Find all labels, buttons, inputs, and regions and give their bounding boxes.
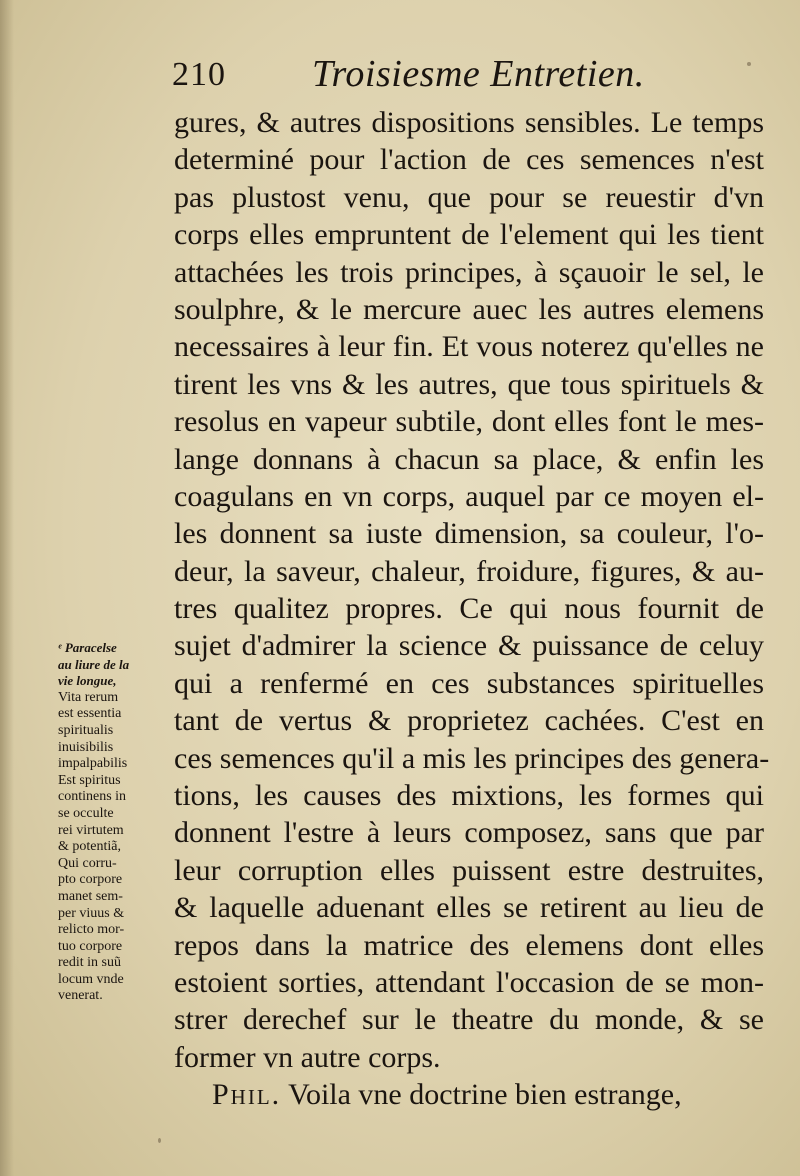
note-line: impalpabilis	[58, 756, 128, 772]
running-title: Troisiesme Entretien.	[312, 53, 645, 95]
text-line: soulphre, & le mercure auec les autres elemens	[174, 292, 764, 326]
text-line: leur corruption elles puissent estre destruites,	[174, 853, 764, 887]
note-line: Vita rerum	[58, 689, 119, 705]
text-line: tirent les vns & les autres, que tous spirituels &	[174, 367, 764, 401]
page-number: 210	[172, 56, 226, 93]
text-line: tant de vertus & proprietez cachées. C'est en	[174, 704, 764, 738]
main-text-block	[174, 104, 770, 1114]
note-line: relicto mor-	[58, 922, 125, 938]
note-line: continens in	[58, 789, 127, 805]
speaker-name: Phil.	[212, 1078, 282, 1112]
note-line: inuisibilis	[58, 739, 114, 755]
text-line: attachées les trois principes, à sçauoir le sel, le	[174, 255, 764, 289]
marginal-note	[58, 640, 176, 1005]
text-line: determiné pour l'action de ces semences n'est	[174, 143, 764, 177]
note-line: Est spiritus	[58, 772, 121, 788]
text-line: sujet d'admirer la science & puissance de celuy	[174, 629, 764, 663]
text-line: les donnent sa iuste dimension, sa couleur, l'o-	[174, 517, 764, 551]
note-line: per viuus &	[58, 905, 125, 921]
text-line: qui a renfermé en ces substances spirituelles	[174, 666, 764, 700]
note-line: manet sem-	[58, 888, 123, 904]
note-line: pto corpore	[58, 872, 123, 888]
note-line: redit in suũ	[58, 955, 121, 971]
text-line: & laquelle aduenant elles se retirent au lieu de	[174, 891, 764, 925]
text-line: former vn autre corps.	[174, 1040, 441, 1074]
text-line: corps elles empruntent de l'element qui les tient	[174, 218, 764, 252]
note-line: & potentiã,	[58, 839, 121, 855]
note-line: spiritualis	[58, 722, 114, 738]
note-line: locum vnde	[58, 971, 124, 987]
text-line: tions, les causes des mixtions, les formes qui	[174, 779, 764, 813]
text-line: ces semences qu'il a mis les principes des genera-	[174, 741, 770, 775]
note-line: se occulte	[58, 805, 114, 821]
note-attribution-line: ᵉ Paracelse	[58, 640, 117, 655]
note-line: est essentia	[58, 706, 122, 722]
note-attribution-line: au liure de la	[58, 656, 130, 672]
text-line: deur, la saveur, chaleur, froidure, figures, & au-	[174, 554, 764, 588]
text-line: strer derechef sur le theatre du monde, & se	[174, 1003, 764, 1037]
note-line: rei virtutem	[58, 822, 124, 838]
text-line: lange donnans à chacun sa place, & enfin les	[174, 442, 764, 476]
text-line: donnent l'estre à leurs composez, sans que par	[174, 816, 764, 850]
note-line: venerat.	[58, 988, 103, 1004]
running-header	[172, 52, 692, 98]
text-line: tres qualitez propres. Ce qui nous fournit de	[174, 592, 764, 626]
binding-shadow	[0, 0, 14, 1176]
dialogue-line	[174, 1076, 764, 1113]
text-line: necessaires à leur fin. Et vous noterez qu'elles ne	[174, 330, 764, 364]
note-line: Qui corru-	[58, 855, 117, 871]
text-line: gures, & autres dispositions sensibles. Le temps	[174, 106, 764, 139]
note-line: tuo corpore	[58, 938, 123, 954]
dialogue-text: Voila vne doctrine bien estrange,	[288, 1078, 682, 1112]
ink-speck	[747, 62, 751, 66]
text-line: pas plustost venu, que pour se reuestir d'vn	[174, 180, 764, 214]
ink-speck	[158, 1138, 161, 1143]
text-line: coagulans en vn corps, auquel par ce moyen el-	[174, 479, 764, 513]
text-line: resolus en vapeur subtile, dont elles font le mes-	[174, 405, 764, 439]
note-attribution-line: vie longue,	[58, 673, 117, 689]
text-line: repos dans la matrice des elemens dont elles	[174, 928, 764, 962]
text-line: estoient sorties, attendant l'occasion de se mon-	[174, 965, 764, 999]
